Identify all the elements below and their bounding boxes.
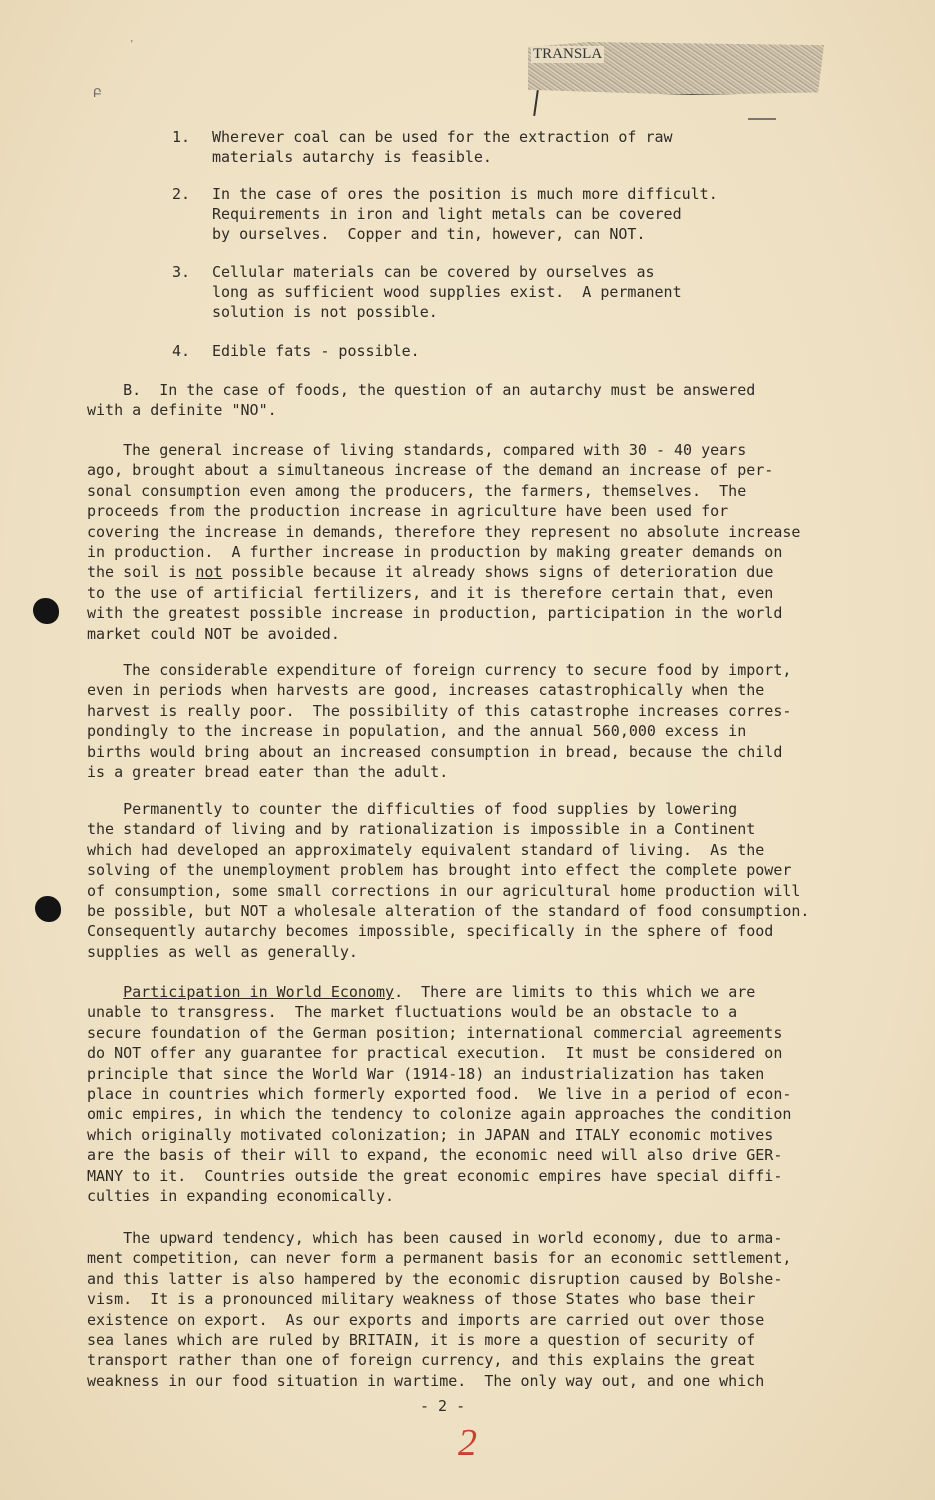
underlined-not: not — [195, 563, 223, 582]
stamp-label: TRANSLA — [533, 46, 603, 62]
paragraph-text: . There are limits to this which we are unable to transgress. The market fluctuations would be an obstacle to a secure foundation of the German position; international commercial agreements do NOT offer any guarantee for practical execution. It must be considered on principle that since the World War (1914-18) an industrialization has taken place in countries which formerly exported food. We live in a period of econ- omic empires, in which the tendency to colonize again approaches the condition which originally motivated colonization; in JAPAN and ITALY economic motives are the basis of their will to expand, the economic need will also drive GER- MANY to it. Countries outside the great economic empires have special diffi- culties in expanding economically. — [87, 983, 792, 1206]
item-number: 3. — [172, 263, 191, 281]
ink-blot — [33, 598, 59, 624]
item-number: 2. — [172, 185, 191, 203]
paragraph-living-standards — [87, 440, 847, 644]
paragraph-foreign-currency: The considerable expenditure of foreign currency to secure food by import, even in periods when harvests are good, increases catastrophically when the harvest is really poor. The possibility of this catastrophe increases corres- pondingly to the increase in population, and the annual 560,000 excess in births would bring about an increased consumption in bread, because the child is a greater bread eater than the adult. — [87, 661, 792, 782]
paragraph-b-foods: B. In the case of foods, the question of an autarchy must be answered with a definite "NO". — [87, 381, 756, 420]
dash-mark — [748, 118, 776, 120]
item-number: 1. — [172, 128, 191, 146]
paragraph-world-economy — [87, 982, 847, 1206]
paragraph-permanently: Permanently to counter the difficulties of food supplies by lowering the standard of living and by rationalization is impossible in a Continent which had developed an approximately equivalent standard of living. As the solving of the unemployment problem has brought into effect the complete power of consumption, some small corrections in our agricultural home production will be possible, but NOT a wholesale alteration of the standard of food consumption. Consequently autarchy becomes impossible, specifically in the sphere of food supplies as well as generally. — [87, 800, 810, 961]
page-number: - 2 - — [420, 1397, 466, 1415]
item-text: Wherever coal can be used for the extraction of raw materials autarchy is feasible. — [212, 128, 673, 166]
section-heading: Participation in World Economy — [123, 983, 395, 1001]
paragraph-text: The general increase of living standards, compared with 30 - 40 years ago, brought about a simultaneous increase of the demand an increase of per- sonal consumption even among the producers, the farmers, themselves. The proceeds from the production increase in agriculture have been used for covering the increase in demands, therefore they represent no absolute increase in production. A further increase in production by making greater demands on the soil is — [87, 441, 801, 582]
item-number: 4. — [172, 342, 191, 360]
paragraph-upward-tendency: The upward tendency, which has been caused in world economy, due to arma- ment competition, can never form a permanent basis for an economic settlement, and this latter is also hampered by the economic disruption caused by Bolshe- vism. It is a pronounced military weakness of those States who base their existence on export. As our exports and imports are carried out over those sea lanes which are ruled by BRITAIN, it is more a question of security of transport rather than one of foreign currency, and this explains the great weakness in our food situation in wartime. The only way out, and one which — [87, 1229, 792, 1390]
item-text: Edible fats - possible. — [212, 342, 420, 360]
stamp-line — [533, 90, 539, 116]
item-text: In the case of ores the position is much more difficult. Requirements in iron and light metals can be covered by ourselves. Copper and tin, however, can NOT. — [212, 185, 718, 243]
ink-blot — [35, 896, 61, 922]
item-text: Cellular materials can be covered by ourselves as long as sufficient wood supplies exist. A permanent solution is not possible. — [212, 263, 682, 321]
paragraph-text: possible because it already shows signs of deterioration due to the use of artificial fertilizers, and it is therefore certain that, even with the greatest possible increase in production, participation in the world market could NOT be avoided. — [87, 563, 783, 643]
handwritten-page-number: 2 — [458, 1422, 477, 1464]
pencil-mark: ′ — [130, 38, 133, 50]
corner-mark: Բ — [93, 86, 102, 100]
